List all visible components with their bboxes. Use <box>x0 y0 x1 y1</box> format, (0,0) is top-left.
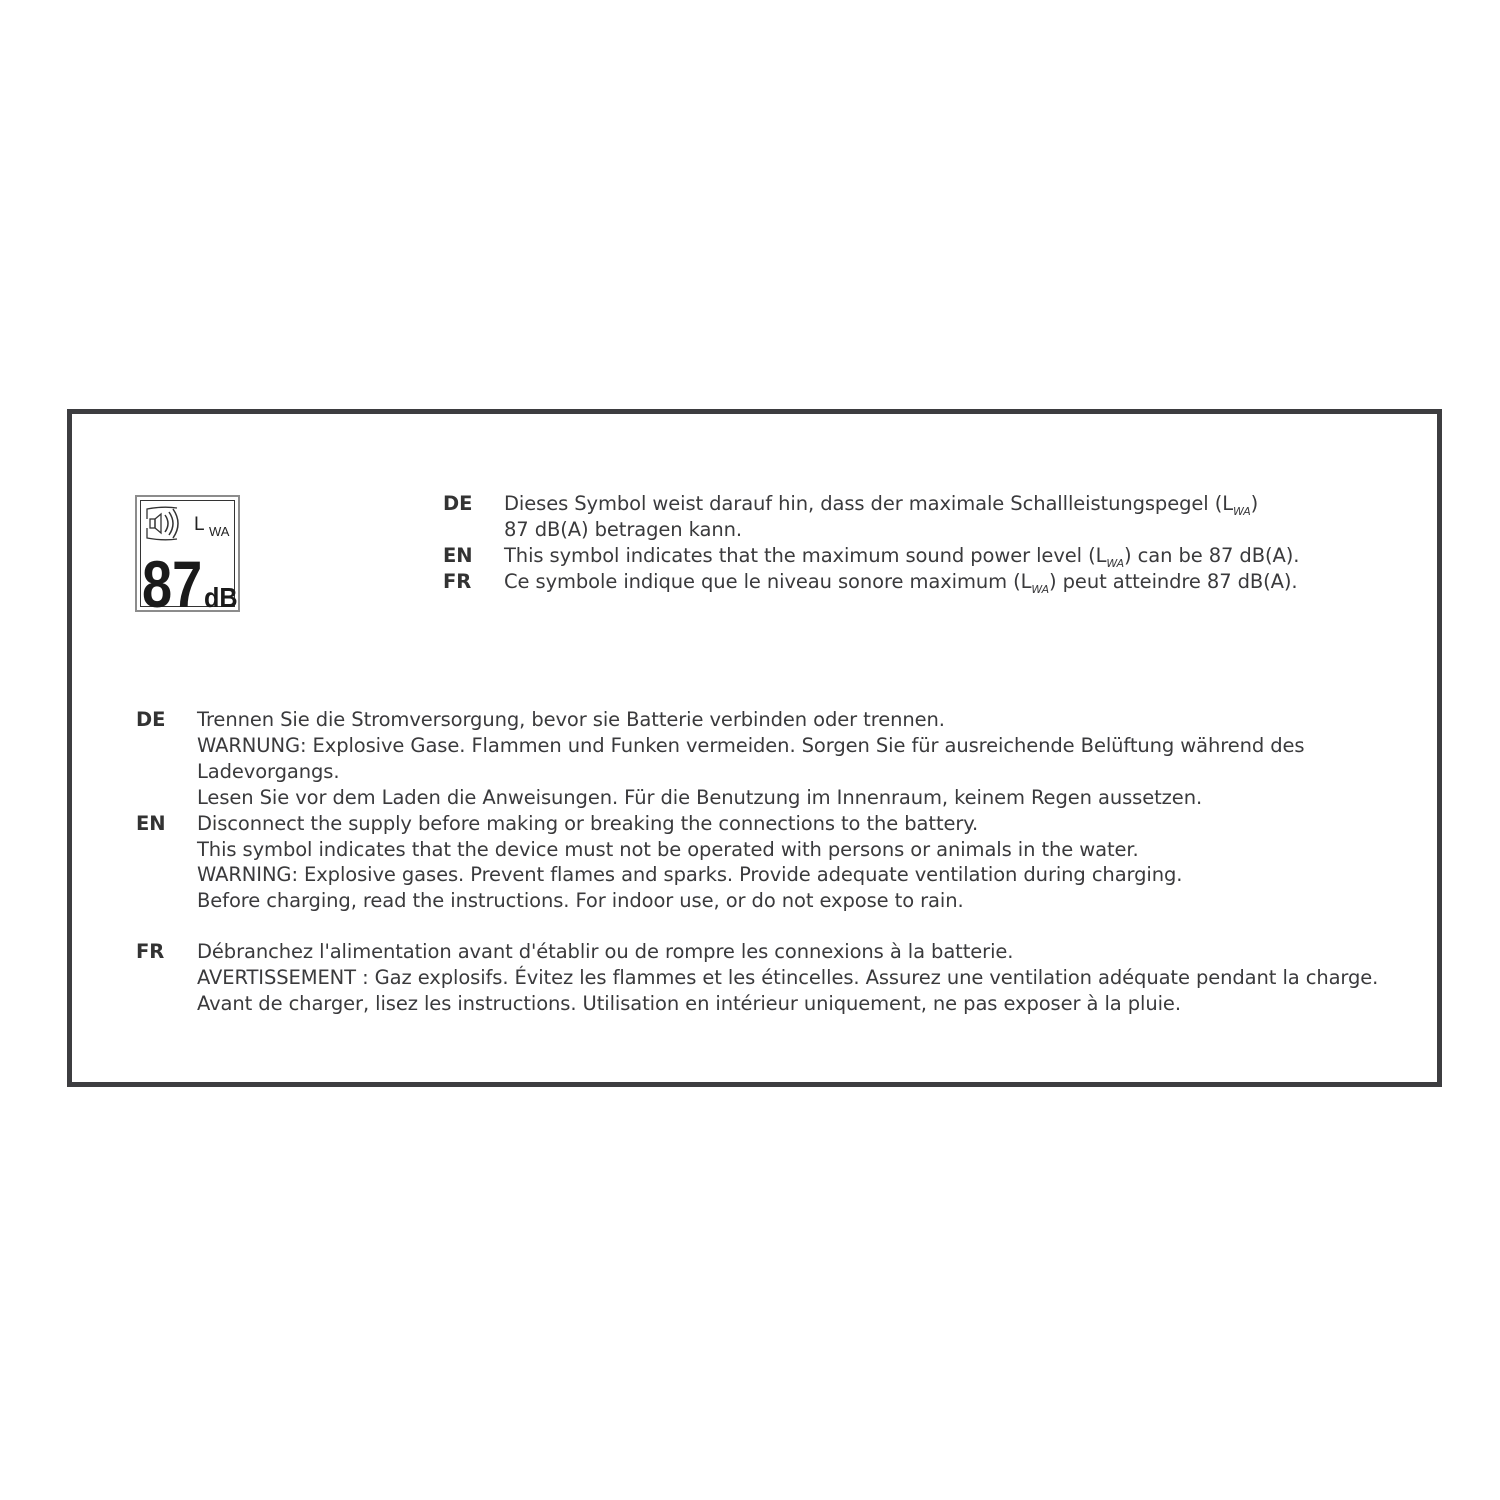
noise-de-text-a: Dieses Symbol weist darauf hin, dass der maximale Schallleistungspegel (L <box>504 492 1233 515</box>
lang-code-fr: FR <box>136 940 165 963</box>
lang-code-en: EN <box>136 812 166 835</box>
symbol-label-wa: WA <box>209 524 230 539</box>
loudspeaker-icon <box>137 497 242 614</box>
noise-en-subscript: WA <box>1106 557 1125 570</box>
symbol-value: 87 <box>142 546 203 614</box>
noise-text-fr <box>504 569 1298 595</box>
battery-en-line: Disconnect the supply before making or breaking the connections to the battery. <box>197 812 979 835</box>
battery-en-line: Before charging, read the instructions. For indoor use, or do not expose to rain. <box>197 889 964 912</box>
lang-code-de: DE <box>136 708 166 731</box>
noise-de-subscript: WA <box>1232 505 1251 518</box>
noise-fr-text-a: Ce symbole indique que le niveau sonore maximum (L <box>504 570 1032 593</box>
battery-fr-line: Avant de charger, lisez les instructions. Utilisation en intérieur uniquement, ne pas exposer à la pluie. <box>197 992 1181 1015</box>
battery-en-line: This symbol indicates that the device must not be operated with persons or animals in the water. <box>197 838 1139 861</box>
battery-de-line: WARNUNG: Explosive Gase. Flammen und Funken vermeiden. Sorgen Sie für ausreichende Belüftung während des <box>197 734 1305 757</box>
battery-de-line: Ladevorgangs. <box>197 760 340 783</box>
noise-text-de-line1 <box>504 491 1258 517</box>
battery-en-line: WARNING: Explosive gases. Prevent flames and sparks. Provide adequate ventilation during charging. <box>197 863 1183 886</box>
noise-en-text-b: ) can be 87 dB(A). <box>1124 544 1300 567</box>
battery-de-line: Trennen Sie die Stromversorgung, bevor sie Batterie verbinden oder trennen. <box>197 708 945 731</box>
lang-code-fr: FR <box>443 570 472 593</box>
lang-code-de: DE <box>443 492 473 515</box>
sound-power-symbol <box>135 495 240 612</box>
symbol-unit: dB <box>204 581 238 614</box>
noise-de-text-b: ) <box>1250 492 1259 515</box>
battery-fr-line: Débranchez l'alimentation avant d'établir ou de rompre les connexions à la batterie. <box>197 940 1014 963</box>
noise-en-text-a: This symbol indicates that the maximum sound power level (L <box>504 544 1107 567</box>
symbol-label-l: L <box>194 514 205 535</box>
noise-text-de-line2: 87 dB(A) betragen kann. <box>504 518 742 541</box>
noise-text-en <box>504 543 1299 569</box>
noise-fr-subscript: WA <box>1031 583 1050 596</box>
noise-fr-text-b: ) peut atteindre 87 dB(A). <box>1049 570 1298 593</box>
battery-de-line: Lesen Sie vor dem Laden die Anweisungen. Für die Benutzung im Innenraum, keinem Regen aussetzen. <box>197 786 1203 809</box>
battery-fr-line: AVERTISSEMENT : Gaz explosifs. Évitez les flammes et les étincelles. Assurez une ventilation adéquate pendant la charge. <box>197 966 1379 989</box>
lang-code-en: EN <box>443 544 473 567</box>
